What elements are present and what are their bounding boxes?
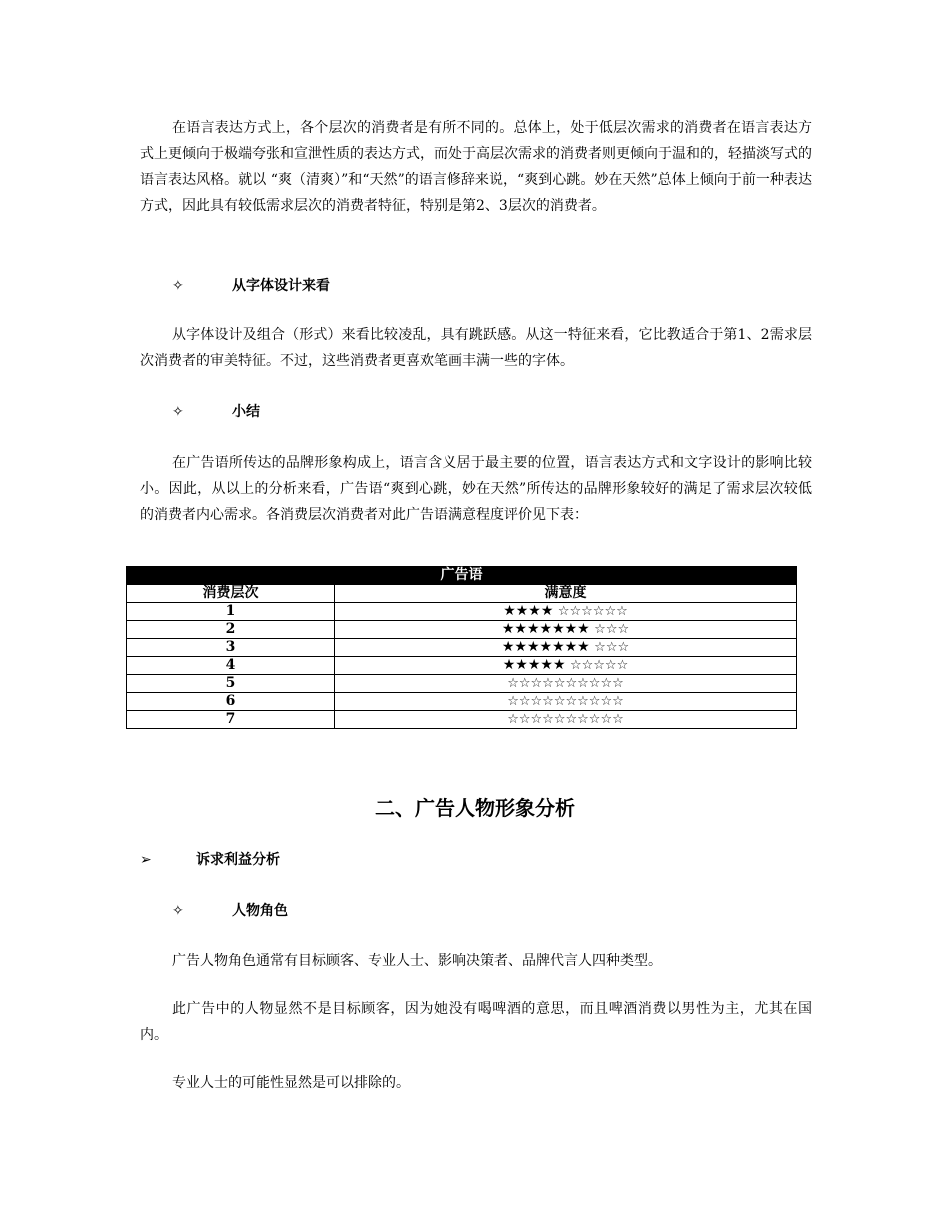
table-caption-row (127, 567, 797, 585)
heading-character-role (172, 901, 288, 921)
heading-font-design-text: 从字体设计来看 (232, 278, 330, 294)
column-header-level: 消费层次 (127, 585, 335, 603)
filled-stars-icon: ★★★★★★★ (501, 639, 590, 655)
empty-stars-icon: ☆☆☆☆☆☆☆☆☆☆ (507, 676, 624, 691)
paragraph-role-types: 广告人物角色通常有目标顾客、专业人士、影响决策者、品牌代言人四种类型。 (172, 953, 662, 969)
heading-summary (172, 402, 260, 422)
cell-satisfaction (335, 639, 797, 657)
table-row (127, 621, 797, 639)
satisfaction-table (126, 566, 797, 729)
cell-level: 1 (127, 603, 335, 621)
heading-summary-text: 小结 (232, 404, 260, 420)
heading-character-role-text: 人物角色 (232, 903, 288, 919)
column-header-satisfaction: 满意度 (335, 585, 797, 603)
paragraph-font-design: 从字体设计及组合（形式）来看比较凌乱，具有跳跃感。从这一特征来看，它比教适合于第1、2需求层次消费者的审美特征。不过，这些消费者更喜欢笔画丰满一些的字体。 (140, 327, 812, 369)
empty-stars-icon: ☆☆☆☆☆☆ (557, 604, 628, 619)
heading-font-design (172, 276, 330, 296)
table-row (127, 675, 797, 693)
cell-level: 4 (127, 657, 335, 675)
heading-appeal-text: 诉求利益分析 (196, 852, 280, 868)
table-caption: 广告语 (127, 567, 797, 585)
paragraph-professional: 专业人士的可能性显然是可以排除的。 (172, 1075, 410, 1091)
table-row (127, 603, 797, 621)
cell-level: 3 (127, 639, 335, 657)
empty-stars-icon: ☆☆☆☆☆☆☆☆☆☆ (507, 694, 624, 709)
cell-level: 2 (127, 621, 335, 639)
empty-stars-icon: ☆☆☆☆☆☆☆☆☆☆ (507, 712, 624, 727)
section-title: 二、广告人物形象分析 (375, 796, 575, 820)
cell-satisfaction (335, 711, 797, 729)
table-row (127, 657, 797, 675)
paragraph-language-style: 在语言表达方式上，各个层次的消费者是有所不同的。总体上，处于低层次需求的消费者在语言表达方式上更倾向于极端夸张和宣泄性质的表达方式，而处于高层次需求的消费者则更倾向于温和的，轻描淡写式的语言表达风格。就以 “爽（清爽）”和“天然”的语言修辞来说，“爽到心跳。妙在天然”总体上倾向于前一种表达方式，因此具有较低需求层次的消费者特征，特别是第2、3层次的消费者。 (140, 120, 812, 214)
cell-satisfaction (335, 675, 797, 693)
filled-stars-icon: ★★★★★ (502, 657, 566, 673)
cell-satisfaction (335, 693, 797, 711)
empty-stars-icon: ☆☆☆ (594, 622, 630, 637)
cell-satisfaction (335, 621, 797, 639)
paragraph-summary: 在广告语所传达的品牌形象构成上，语言含义居于最主要的位置，语言表达方式和文字设计的影响比较小。因此，从以上的分析来看，广告语“爽到心跳，妙在天然”所传达的品牌形象较好的满足了需求层次较低的消费者内心需求。各消费层次消费者对此广告语满意程度评价见下表： (140, 455, 812, 523)
cell-satisfaction (335, 603, 797, 621)
cell-satisfaction (335, 657, 797, 675)
heading-appeal (140, 850, 280, 870)
paragraph-not-target: 此广告中的人物显然不是目标顾客，因为她没有喝啤酒的意思，而且啤酒消费以男性为主，尤其在国内。 (140, 1001, 812, 1043)
diamond-bullet-icon: ✧ (172, 278, 184, 294)
filled-stars-icon: ★★★★★★★ (501, 621, 590, 637)
table-header-row (127, 585, 797, 603)
arrow-bullet-icon: ➢ (140, 852, 152, 868)
diamond-bullet-icon: ✧ (172, 903, 184, 919)
empty-stars-icon: ☆☆☆ (594, 640, 630, 655)
cell-level: 7 (127, 711, 335, 729)
table-row (127, 639, 797, 657)
empty-stars-icon: ☆☆☆☆☆ (569, 658, 629, 673)
table-row (127, 693, 797, 711)
cell-level: 5 (127, 675, 335, 693)
cell-level: 6 (127, 693, 335, 711)
filled-stars-icon: ★★★★ (503, 603, 554, 619)
table-row (127, 711, 797, 729)
diamond-bullet-icon: ✧ (172, 404, 184, 420)
